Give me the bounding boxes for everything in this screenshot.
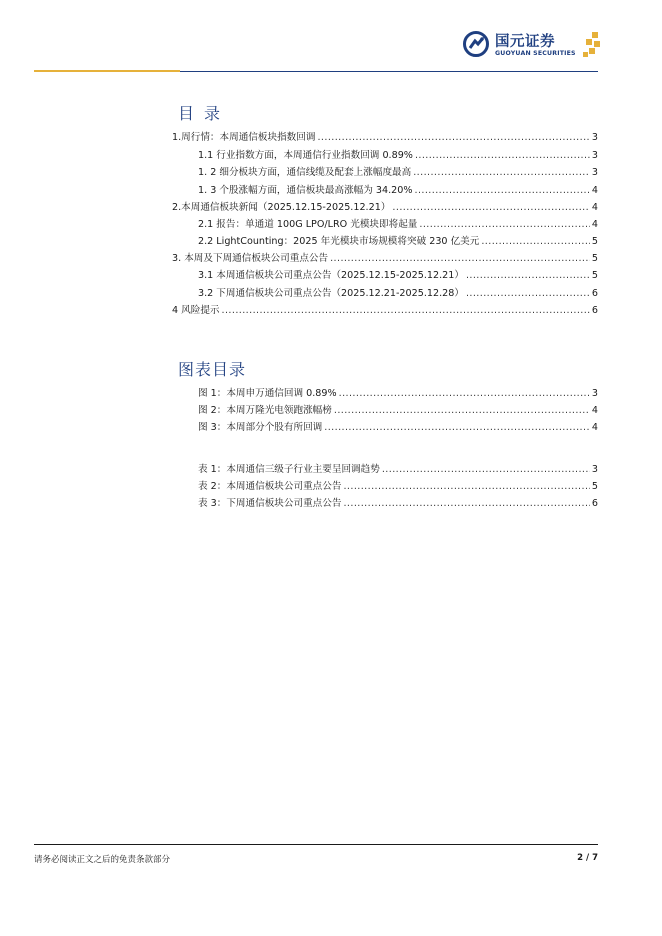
logo-name: 国元证券: [495, 34, 555, 50]
logo-name-en: GUOYUAN SECURITIES: [495, 50, 576, 57]
header-divider: [180, 71, 598, 72]
footer-divider: [34, 844, 598, 845]
logo-squares-icon: [583, 32, 601, 58]
header-divider-gold: [34, 70, 180, 72]
figure-entry[interactable]: 图 3：本周部分个股有所回调 ..... 4: [198, 422, 598, 434]
table-entry[interactable]: 表 3：下周通信板块公司重点公告 ..... 6: [198, 498, 598, 510]
company-logo: [463, 29, 603, 63]
toc-entry[interactable]: 2.本周通信板块新闻（2025.12.15-2025.12.21） ..... 4: [172, 202, 598, 214]
figure-index-title: 图表目录: [178, 360, 247, 379]
toc-entry[interactable]: 2.2 LightCounting：2025 年光模块市场规模将突破 230 亿美元 ..... 5: [198, 236, 598, 248]
toc-title: 目录: [178, 104, 231, 123]
logo-emblem-icon: [463, 30, 493, 60]
table-entry[interactable]: 表 1：本周通信三级子行业主要呈回调趋势 ..... 3: [198, 464, 598, 476]
page-number: 2 / 7: [577, 853, 598, 863]
toc-entry[interactable]: 4 风险提示 ..... 6: [172, 305, 598, 317]
figure-entry[interactable]: 图 2：本周万隆光电领跑涨幅榜 ..... 4: [198, 405, 598, 417]
toc-entry[interactable]: 3.2 下周通信板块公司重点公告（2025.12.21-2025.12.28） ..... 6: [198, 288, 598, 300]
toc-entry[interactable]: 1. 2 细分板块方面，通信线缆及配套上涨幅度最高 ..... 3: [198, 167, 598, 179]
toc-entry[interactable]: 2.1 报告：单通道 100G LPO/LRO 光模块即将起量 ..... 4: [198, 219, 598, 231]
toc-entry[interactable]: 1. 3 个股涨幅方面，通信板块最高涨幅为 34.20% ..... 4: [198, 185, 598, 197]
table-entry[interactable]: 表 2：本周通信板块公司重点公告 ..... 5: [198, 481, 598, 493]
toc-entry[interactable]: 1.1 行业指数方面，本周通信行业指数回调 0.89% ..... 3: [198, 150, 598, 162]
toc-entry[interactable]: 1.周行情：本周通信板块指数回调 ..... 3: [172, 132, 598, 144]
footer-disclaimer: 请务必阅读正文之后的免责条款部分: [34, 855, 171, 865]
toc-entry[interactable]: 3.1 本周通信板块公司重点公告（2025.12.15-2025.12.21） ..... 5: [198, 270, 598, 282]
figure-entry[interactable]: 图 1：本周申万通信回调 0.89% ..... 3: [198, 388, 598, 400]
toc-entry[interactable]: 3. 本周及下周通信板块公司重点公告 ..... 5: [172, 253, 598, 265]
